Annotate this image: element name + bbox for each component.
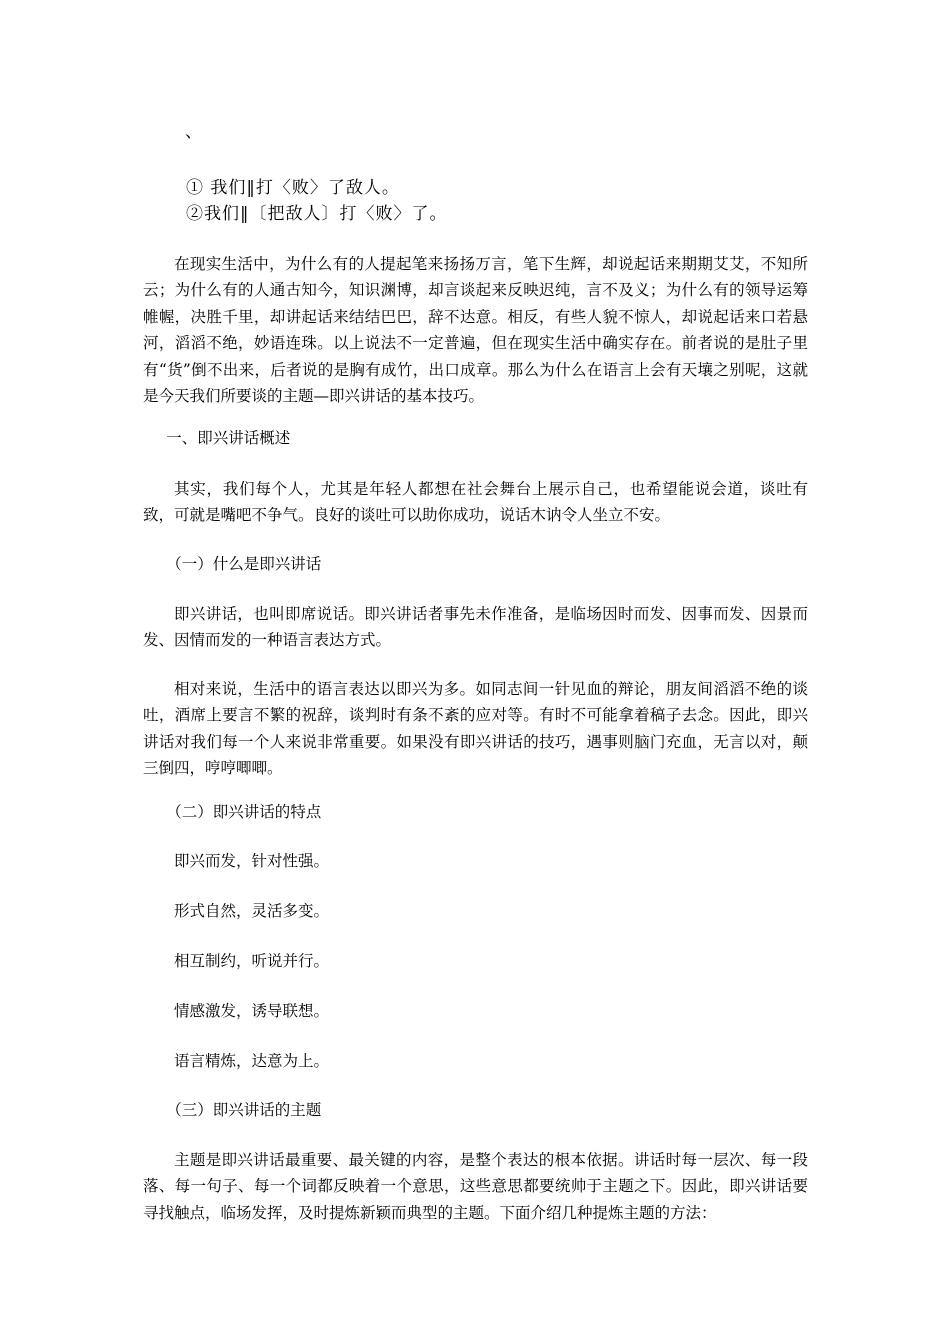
punctuation-mark: 、 bbox=[185, 122, 202, 142]
subsection-3-heading: （三）即兴讲话的主题 bbox=[166, 1101, 322, 1119]
subsection-1-paragraph-1: 即兴讲话，也叫即席说话。即兴讲话者事先未作准备，是临场因时而发、因事而发、因景而发、因情而发的一种语言表达方式。 bbox=[143, 605, 808, 650]
subsection-1-paragraph-2: 相对来说，生活中的语言表达以即兴为多。如同志间一针见血的辩论，朋友间滔滔不绝的谈吐，酒席上要言不繁的祝辞，谈判时有条不紊的应对等。有时不可能拿着稿子去念。因此，即兴讲话对我们每一个人来说非常重要。如果没有即兴讲话的技巧，遇事则脑门充血，无言以对，颠三倒四，哼哼唧唧。 bbox=[143, 680, 808, 778]
feature-item: 形式自然，灵活多变。 bbox=[174, 902, 330, 920]
section-1-paragraph: 其实，我们每个人，尤其是年轻人都想在社会舞台上展示自己，也希望能说会道，谈吐有致，可就是嘴吧不争气。良好的谈吐可以助你成功，说话木讷令人坐立不安。 bbox=[143, 480, 808, 525]
feature-item: 语言精炼，达意为上。 bbox=[174, 1052, 330, 1070]
subsection-3-paragraph: 主题是即兴讲话最重要、最关键的内容，是整个表达的根本依据。讲话时每一层次、每一段落、每一句子、每一个词都反映着一个意思，这些意思都要统帅于主题之下。因此，即兴讲话要寻找触点，临场发挥，及时提炼新颖而典型的主题。下面介绍几种提炼主题的方法： bbox=[143, 1151, 808, 1222]
subsection-1-heading: （一）什么是即兴讲话 bbox=[166, 555, 322, 573]
feature-item: 即兴而发，针对性强。 bbox=[174, 852, 330, 870]
feature-item: 情感激发，诱导联想。 bbox=[174, 1002, 330, 1020]
section-1-heading: 一、即兴讲话概述 bbox=[166, 429, 291, 447]
example-sentence-1: ① 我们‖打〈败〉了敌人。 bbox=[186, 178, 400, 198]
example-sentence-2: ②我们‖〔把敌人〕打〈败〉了。 bbox=[186, 204, 448, 224]
intro-paragraph: 在现实生活中，为什么有的人提起笔来扬扬万言，笔下生辉，却说起话来期期艾艾，不知所云；为什么有的人通古知今，知识渊博，却言谈起来反映迟纯，言不及义；为什么有的领导运筹帷幄，决胜千里，却讲起话来结结巴巴，辞不达意。相反，有些人貌不惊人，却说起话来口若悬河，滔滔不绝，妙语连珠。以上说法不一定普遍，但在现实生活中确实存在。前者说的是肚子里有“货”倒不出来，后者说的是胸有成竹，出口成章。那么为什么在语言上会有天壤之别呢，这就是今天我们所要谈的主题—即兴讲话的基本技巧。 bbox=[143, 255, 808, 406]
feature-item: 相互制约，听说并行。 bbox=[174, 952, 330, 970]
subsection-2-heading: （二）即兴讲话的特点 bbox=[166, 803, 322, 821]
